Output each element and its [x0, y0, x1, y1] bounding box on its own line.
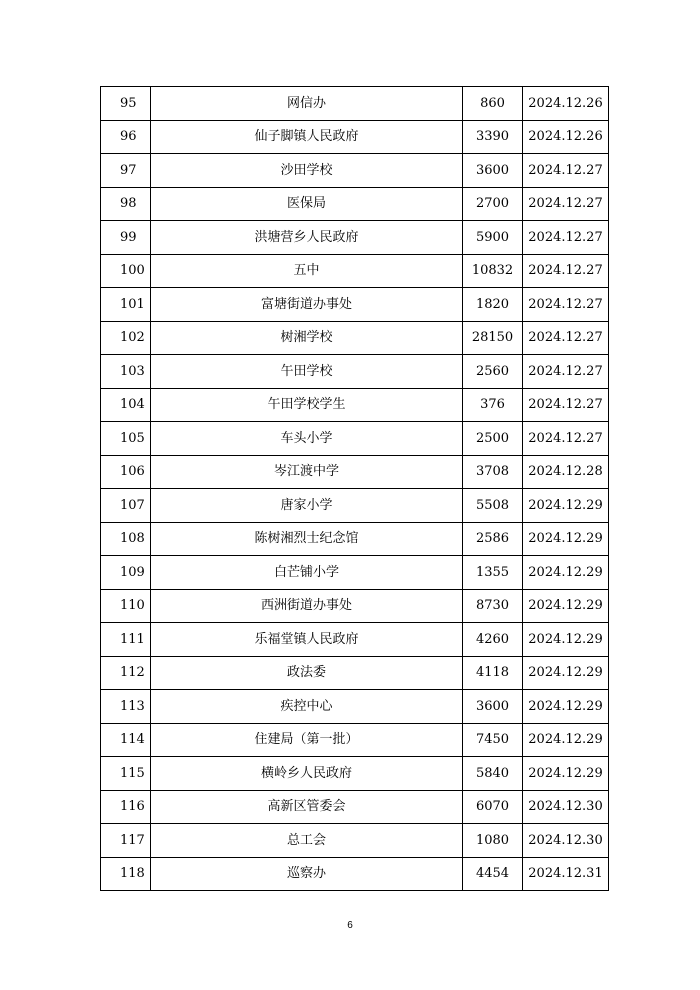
amount-cell: 3600: [463, 154, 523, 188]
table-row: [101, 120, 609, 154]
donation-table: [100, 86, 609, 891]
date-cell: 2024.12.27: [523, 355, 609, 389]
amount-cell: 376: [463, 388, 523, 422]
unit-name-cell: 西洲街道办事处: [151, 589, 463, 623]
date-cell: 2024.12.29: [523, 723, 609, 757]
unit-name-cell: 沙田学校: [151, 154, 463, 188]
table-row: [101, 824, 609, 858]
date-cell: 2024.12.27: [523, 221, 609, 255]
amount-cell: 4118: [463, 656, 523, 690]
row-number-cell: 115: [101, 757, 151, 791]
unit-name-cell: 洪塘营乡人民政府: [151, 221, 463, 255]
unit-name-cell: 树湘学校: [151, 321, 463, 355]
amount-cell: 5508: [463, 489, 523, 523]
table-row: [101, 690, 609, 724]
date-cell: 2024.12.27: [523, 154, 609, 188]
amount-cell: 2560: [463, 355, 523, 389]
unit-name-cell: 乐福堂镇人民政府: [151, 623, 463, 657]
row-number-cell: 95: [101, 87, 151, 121]
row-number-cell: 116: [101, 790, 151, 824]
date-cell: 2024.12.27: [523, 321, 609, 355]
table-row: [101, 857, 609, 891]
unit-name-cell: 疾控中心: [151, 690, 463, 724]
row-number-cell: 111: [101, 623, 151, 657]
table-row: [101, 522, 609, 556]
unit-name-cell: 唐家小学: [151, 489, 463, 523]
table-body: [101, 87, 609, 891]
date-cell: 2024.12.28: [523, 455, 609, 489]
table-row: [101, 355, 609, 389]
table-row: [101, 757, 609, 791]
table-row: [101, 154, 609, 188]
table-row: [101, 187, 609, 221]
table-row: [101, 254, 609, 288]
row-number-cell: 102: [101, 321, 151, 355]
amount-cell: 28150: [463, 321, 523, 355]
date-cell: 2024.12.26: [523, 120, 609, 154]
amount-cell: 1355: [463, 556, 523, 590]
date-cell: 2024.12.27: [523, 187, 609, 221]
table-row: [101, 656, 609, 690]
row-number-cell: 101: [101, 288, 151, 322]
unit-name-cell: 横岭乡人民政府: [151, 757, 463, 791]
row-number-cell: 108: [101, 522, 151, 556]
unit-name-cell: 富塘街道办事处: [151, 288, 463, 322]
row-number-cell: 99: [101, 221, 151, 255]
amount-cell: 2586: [463, 522, 523, 556]
table-row: [101, 489, 609, 523]
row-number-cell: 98: [101, 187, 151, 221]
date-cell: 2024.12.27: [523, 422, 609, 456]
donation-table-container: [100, 86, 608, 891]
page-number: 6: [347, 920, 353, 931]
date-cell: 2024.12.29: [523, 757, 609, 791]
amount-cell: 5840: [463, 757, 523, 791]
row-number-cell: 104: [101, 388, 151, 422]
table-row: [101, 321, 609, 355]
date-cell: 2024.12.29: [523, 556, 609, 590]
amount-cell: 1820: [463, 288, 523, 322]
unit-name-cell: 午田学校: [151, 355, 463, 389]
amount-cell: 8730: [463, 589, 523, 623]
unit-name-cell: 午田学校学生: [151, 388, 463, 422]
table-row: [101, 556, 609, 590]
amount-cell: 1080: [463, 824, 523, 858]
row-number-cell: 96: [101, 120, 151, 154]
row-number-cell: 107: [101, 489, 151, 523]
date-cell: 2024.12.29: [523, 656, 609, 690]
date-cell: 2024.12.29: [523, 589, 609, 623]
unit-name-cell: 总工会: [151, 824, 463, 858]
date-cell: 2024.12.27: [523, 254, 609, 288]
date-cell: 2024.12.26: [523, 87, 609, 121]
table-row: [101, 723, 609, 757]
unit-name-cell: 网信办: [151, 87, 463, 121]
unit-name-cell: 医保局: [151, 187, 463, 221]
row-number-cell: 114: [101, 723, 151, 757]
date-cell: 2024.12.29: [523, 489, 609, 523]
row-number-cell: 100: [101, 254, 151, 288]
table-row: [101, 87, 609, 121]
row-number-cell: 97: [101, 154, 151, 188]
unit-name-cell: 岑江渡中学: [151, 455, 463, 489]
table-row: [101, 288, 609, 322]
row-number-cell: 118: [101, 857, 151, 891]
amount-cell: 6070: [463, 790, 523, 824]
date-cell: 2024.12.30: [523, 824, 609, 858]
unit-name-cell: 仙子脚镇人民政府: [151, 120, 463, 154]
amount-cell: 5900: [463, 221, 523, 255]
unit-name-cell: 白芒铺小学: [151, 556, 463, 590]
amount-cell: 4454: [463, 857, 523, 891]
row-number-cell: 110: [101, 589, 151, 623]
unit-name-cell: 陈树湘烈士纪念馆: [151, 522, 463, 556]
table-row: [101, 623, 609, 657]
amount-cell: 4260: [463, 623, 523, 657]
unit-name-cell: 政法委: [151, 656, 463, 690]
table-row: [101, 589, 609, 623]
amount-cell: 3390: [463, 120, 523, 154]
unit-name-cell: 住建局（第一批）: [151, 723, 463, 757]
amount-cell: 3708: [463, 455, 523, 489]
amount-cell: 3600: [463, 690, 523, 724]
amount-cell: 2500: [463, 422, 523, 456]
amount-cell: 7450: [463, 723, 523, 757]
row-number-cell: 106: [101, 455, 151, 489]
table-row: [101, 455, 609, 489]
amount-cell: 10832: [463, 254, 523, 288]
row-number-cell: 113: [101, 690, 151, 724]
date-cell: 2024.12.29: [523, 623, 609, 657]
unit-name-cell: 车头小学: [151, 422, 463, 456]
table-row: [101, 388, 609, 422]
date-cell: 2024.12.30: [523, 790, 609, 824]
unit-name-cell: 高新区管委会: [151, 790, 463, 824]
table-row: [101, 221, 609, 255]
unit-name-cell: 五中: [151, 254, 463, 288]
table-row: [101, 422, 609, 456]
row-number-cell: 103: [101, 355, 151, 389]
unit-name-cell: 巡察办: [151, 857, 463, 891]
amount-cell: 2700: [463, 187, 523, 221]
table-row: [101, 790, 609, 824]
date-cell: 2024.12.27: [523, 388, 609, 422]
row-number-cell: 105: [101, 422, 151, 456]
row-number-cell: 117: [101, 824, 151, 858]
date-cell: 2024.12.31: [523, 857, 609, 891]
row-number-cell: 112: [101, 656, 151, 690]
amount-cell: 860: [463, 87, 523, 121]
row-number-cell: 109: [101, 556, 151, 590]
date-cell: 2024.12.29: [523, 690, 609, 724]
date-cell: 2024.12.29: [523, 522, 609, 556]
date-cell: 2024.12.27: [523, 288, 609, 322]
